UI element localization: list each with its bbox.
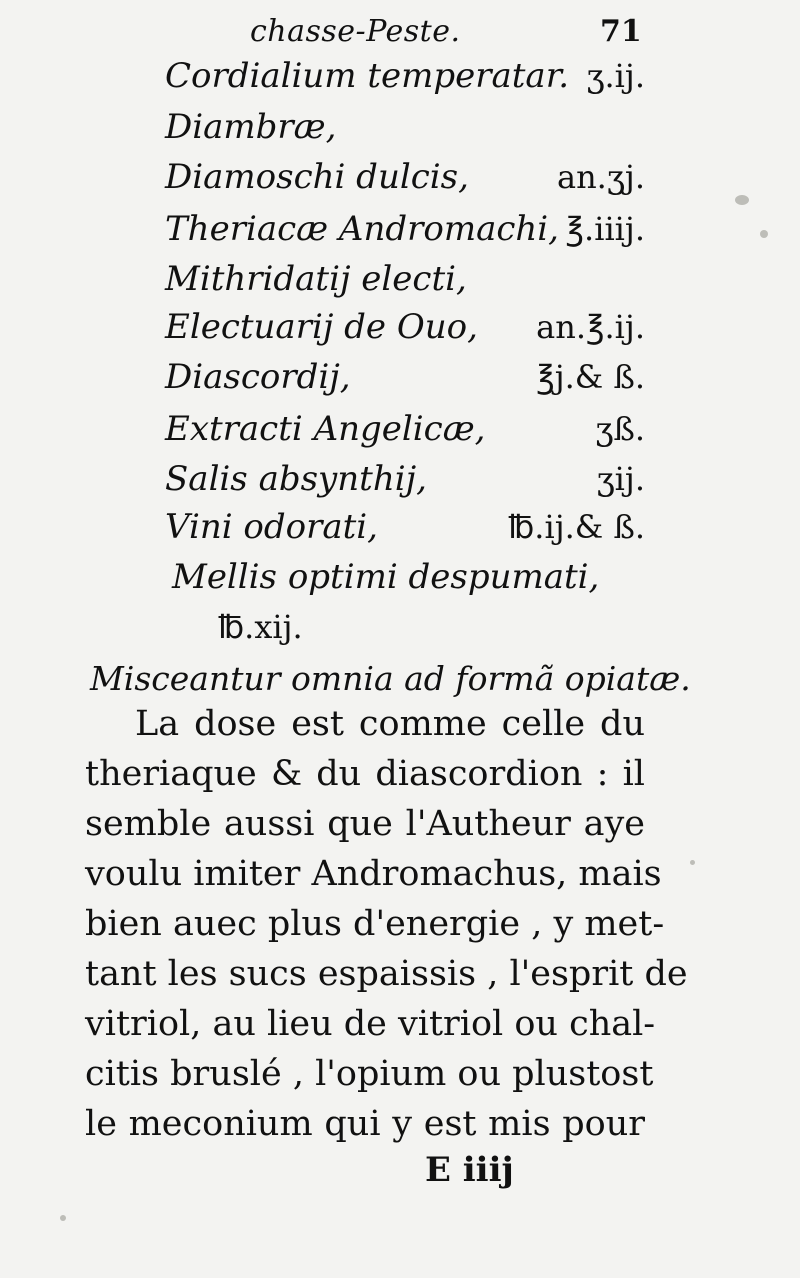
recipe-line (165, 503, 645, 551)
recipe-line (165, 103, 645, 151)
text-line: semble aussi que l'Autheur aye (85, 804, 645, 844)
ingredient-quantity: ℔.xij. (218, 608, 303, 646)
ingredient-quantity: an.ʒj. (556, 158, 645, 196)
recipe-instruction: Misceantur omnia ad formã opiatæ. (90, 659, 691, 698)
text-line: le meconium qui y est mis pour (85, 1104, 645, 1144)
recipe-line (165, 353, 645, 401)
text-line: citis bruslé , l'opium ou plustost (85, 1054, 654, 1094)
ingredient-name: Electuarij de Ouo, (165, 307, 478, 347)
ingredient-quantity: ʒ.ij. (586, 57, 645, 95)
recipe-line (165, 52, 645, 100)
ingredient-name: Diamoschi dulcis, (165, 157, 469, 197)
ingredient-name: Extracti Angelicæ, (165, 409, 486, 449)
ingredient-name: Mithridatij electi, (165, 259, 467, 299)
ingredient-name: Diambræ, (165, 107, 337, 147)
page-number: 71 (600, 14, 642, 49)
text-line: theriaque & du diascordion : il (85, 754, 645, 794)
text-line: voulu imiter Andromachus, mais (85, 854, 662, 894)
text-line: bien auec plus d'energie , y met- (85, 904, 665, 944)
recipe-line (172, 553, 652, 601)
ingredient-quantity: ℔.ij.& ß. (508, 508, 645, 546)
signature-mark: E iiij (425, 1150, 514, 1190)
ingredient-name: Diascordij, (165, 357, 351, 397)
ingredient-name: Theriacæ Andromachi, (165, 209, 559, 249)
ingredient-quantity: ʒß. (595, 410, 645, 448)
recipe-line (165, 153, 645, 201)
ingredient-quantity: ℥.iiij. (565, 210, 645, 248)
text-line: tant les sucs espaissis , l'esprit de (85, 954, 688, 994)
recipe-line (165, 455, 645, 503)
ingredient-quantity: an.℥.ij. (536, 308, 645, 346)
ingredient-name: Cordialium temperatar. (165, 56, 570, 96)
recipe-line (165, 303, 645, 351)
ingredient-name: Salis absynthij, (165, 459, 427, 499)
recipe-line (165, 255, 645, 303)
text-line: La dose est comme celle du (135, 704, 645, 744)
running-head: chasse-Peste. (250, 14, 461, 49)
ingredient-quantity: ʒij. (596, 460, 645, 498)
ingredient-name: Mellis optimi despumati, (172, 557, 600, 597)
ingredient-name: Vini odorati, (165, 507, 378, 547)
recipe-line (165, 205, 645, 253)
recipe-line (165, 405, 645, 453)
text-line: vitriol, au lieu de vitriol ou chal- (85, 1004, 656, 1044)
ingredient-quantity: ℥j.& ß. (536, 358, 645, 396)
